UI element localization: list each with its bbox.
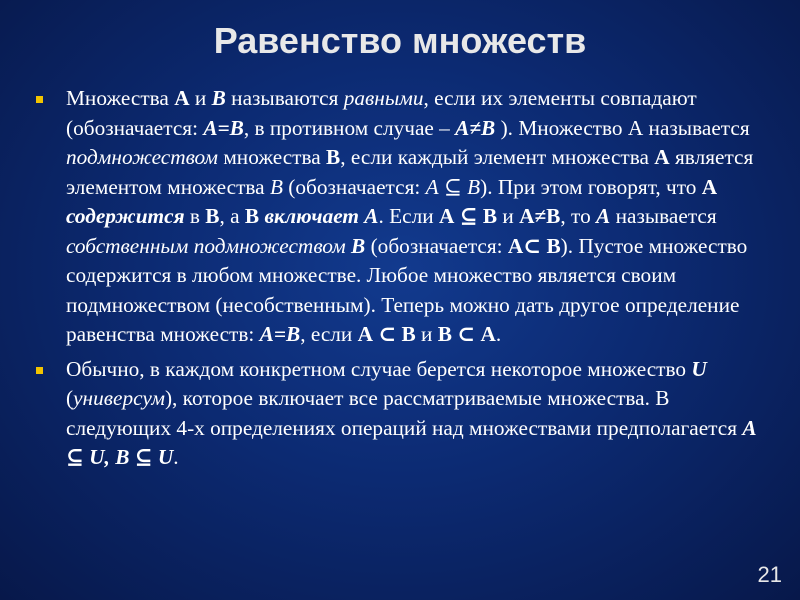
text-run: и (497, 204, 520, 228)
formula: А ⊂ В (357, 322, 416, 346)
slide-body (32, 84, 772, 478)
text-run: в (184, 204, 206, 228)
text-run: ⊆ (438, 174, 468, 199)
term: равными (343, 86, 424, 110)
text-run: ( (66, 386, 74, 410)
text-run: ), которое включает все рассматриваемые множества. В следующих 4-х определениях операций над множествами предполагается (66, 386, 743, 440)
square-bullet-icon (36, 367, 43, 374)
formula: А ⊆ В (438, 204, 498, 228)
text-run: . (495, 322, 502, 346)
formula: А⊂ В (507, 233, 561, 258)
text-run: множества (218, 145, 327, 169)
set-symbol: В (326, 145, 341, 169)
text-run: , если их элементы совпадают (обозначается: (66, 86, 697, 140)
bullet-paragraph-universe (32, 355, 772, 473)
formula: А≠В (519, 204, 561, 228)
set-symbol: В (467, 174, 481, 199)
set-symbol: А (654, 145, 670, 169)
set-symbol: U (691, 356, 707, 381)
text-run: (обозначается: (365, 233, 508, 258)
text-run: является элементом множества (66, 145, 754, 199)
set-symbol: А (174, 86, 190, 110)
formula: В ⊂ А (437, 322, 496, 346)
formula: А≠В (455, 115, 496, 140)
set-symbol: В (351, 233, 366, 258)
text-run: называются (225, 86, 344, 110)
text-run: , в противном случае – (243, 115, 456, 140)
text-run: ). Множество А называется (495, 115, 750, 140)
text-run: (обозначается: (282, 174, 426, 199)
term: подмножеством (66, 145, 218, 169)
set-symbol: В (269, 174, 283, 199)
set-symbol: А (364, 204, 379, 228)
text-run: . (173, 445, 179, 469)
text-run: и (189, 86, 212, 110)
formula: А=В (203, 115, 244, 140)
set-symbol: В (211, 86, 226, 110)
text-run: , если (300, 322, 358, 346)
page-number: 21 (757, 562, 782, 587)
text-run: Обычно, в каждом конкретном случае берется некоторое множество (66, 356, 692, 381)
text-run: , если каждый элемент множества (340, 145, 655, 169)
text-run: , то (560, 204, 597, 228)
text-run: ). При этом говорят, что (480, 174, 702, 199)
slide-title: Равенство множеств (213, 20, 587, 61)
set-symbol: В (244, 204, 260, 228)
square-bullet-icon (36, 96, 43, 103)
set-symbol: А (596, 204, 611, 228)
formula: A ⊆ U, B ⊆ U (66, 415, 756, 469)
text-run: называется (610, 204, 717, 228)
formula: А=В (259, 322, 301, 346)
term: содержится (66, 204, 185, 228)
term: включает (264, 204, 359, 228)
text-run: и (415, 322, 438, 346)
text-run: , а (219, 204, 245, 228)
term: собственным подмножеством (66, 233, 346, 258)
set-symbol: А (425, 174, 439, 199)
text-run: Множества (66, 86, 175, 110)
term: универсум (73, 386, 165, 410)
set-symbol: А (701, 174, 718, 199)
text-run: . Если (378, 204, 439, 228)
text-run: ). Пустое множество содержится в любом множестве. Любое множество является своим подмножеством (несобственным). Теперь можно дать другое определение равенства множеств: (66, 233, 748, 346)
set-symbol: В (205, 204, 220, 228)
bullet-paragraph-equality (32, 84, 772, 350)
